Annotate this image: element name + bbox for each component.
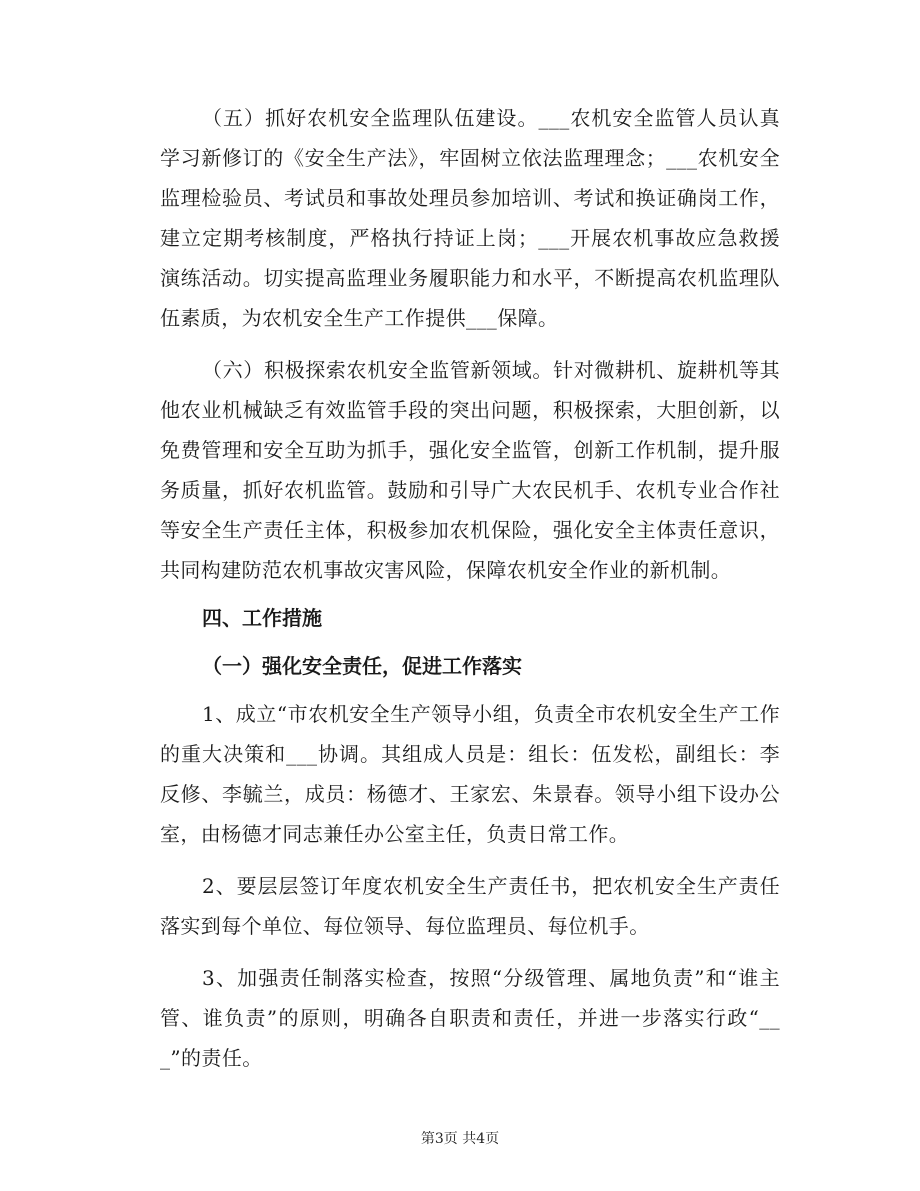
list-item-2: 2、要层层签订年度农机安全生产责任书，把农机安全生产责任落实到每个单位、每位领导、每位监理员、每位机手。 xyxy=(160,874,780,938)
section-heading: 四、工作措施 xyxy=(202,606,322,630)
document-body xyxy=(160,98,780,1090)
page-number: 第3页 共4页 xyxy=(420,1131,500,1147)
paragraph-five: （五）抓好农机安全监理队伍建设。___农机安全监管人员认真学习新修订的《安全生产法》，牢固树立依法监理理念；___农机安全监理检验员、考试员和事故处理员参加培训、考试和换证确岗工作，建立定期考核制度，严格执行持证上岗；___开展农机事故应急救援演练活动。切实提高监理业务履职能力和水平，不断提高农机监理队伍素质，为农机安全生产工作提供___保障。 xyxy=(160,106,780,330)
paragraph-six: （六）积极探索农机安全监管新领域。针对微耕机、旋耕机等其他农业机械缺乏有效监管手段的突出问题，积极探索，大胆创新，以免费管理和安全互助为抓手，强化安全监管，创新工作机制，提升服务质量，抓好农机监管。鼓励和引导广大农民机手、农机专业合作社等安全生产责任主体，积极参加农机保险，强化安全主体责任意识，共同构建防范农机事故灾害风险，保障农机安全作业的新机制。 xyxy=(160,358,780,582)
list-item-1: 1、成立“市农机安全生产领导小组，负责全市农机安全生产工作的重大决策和___协调。其组成人员是：组长：伍发松，副组长：李反修、李毓兰，成员：杨德才、王家宏、朱景春。领导小组下设办公室，由杨德才同志兼任办公室主任，负责日常工作。 xyxy=(160,702,780,846)
list-item-3: 3、加强责任制落实检查，按照“分级管理、属地负责”和“谁主管、谁负责”的原则，明确各自职责和责任，并进一步落实行政“___”的责任。 xyxy=(160,966,780,1070)
sub-heading: （一）强化安全责任，促进工作落实 xyxy=(202,654,522,678)
